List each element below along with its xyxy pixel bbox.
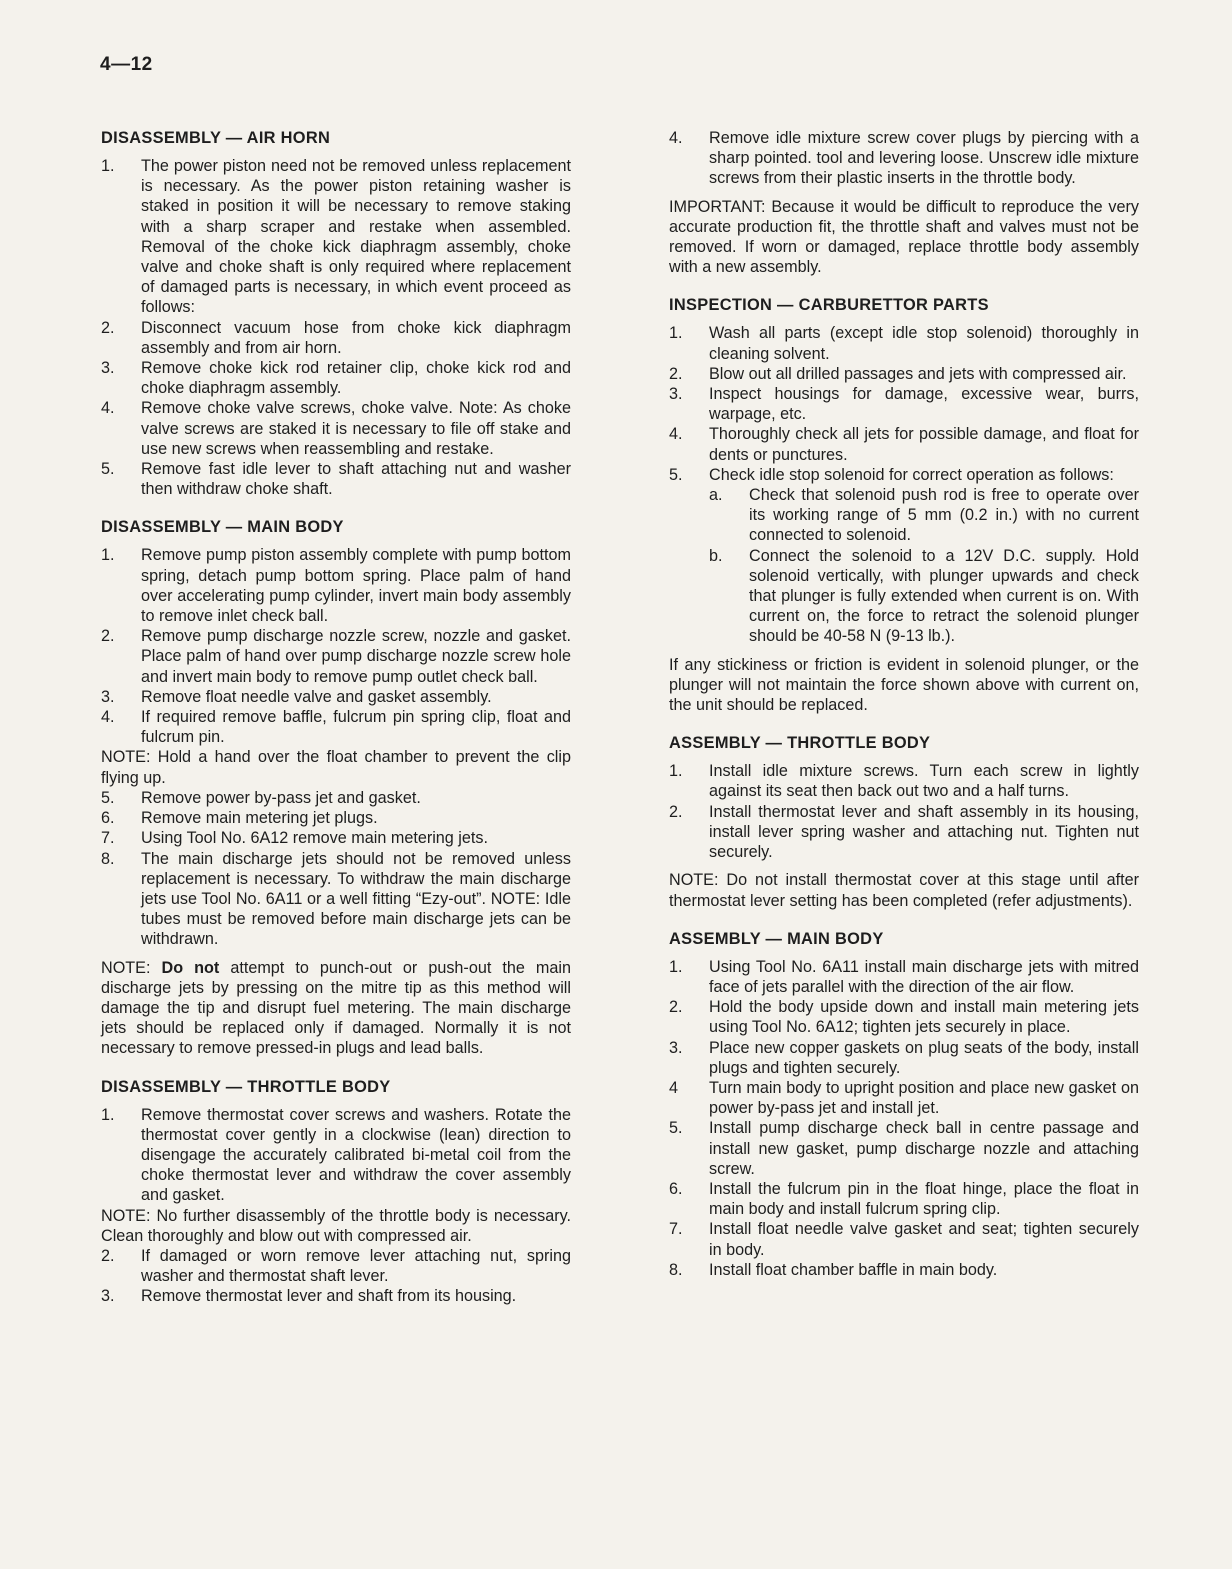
item-number: 5.	[101, 788, 115, 807]
section-assembly-throttle-body	[669, 733, 1139, 910]
list-item	[101, 626, 571, 687]
item-text: Check idle stop solenoid for correct operation as follows:	[709, 465, 1114, 484]
list-item	[669, 424, 1139, 464]
section-heading: DISASSEMBLY — MAIN BODY	[101, 518, 344, 537]
left-column	[101, 128, 571, 1325]
list-item	[669, 465, 1139, 647]
item-text: Install pump discharge check ball in centre passage and install new gasket, pump discharge nozzle and attaching screw.	[709, 1119, 1139, 1178]
item-text: Disconnect vacuum hose from choke kick diaphragm assembly and from air horn.	[141, 318, 571, 357]
list-item	[101, 1286, 571, 1306]
item-number: 1.	[101, 157, 115, 175]
note-text: NOTE: Do not install thermostat cover at this stage until after thermostat lever setting has been completed (refer adjustments).	[669, 871, 1139, 910]
step-list	[101, 156, 571, 499]
step-list	[669, 128, 1139, 189]
list-item	[101, 318, 571, 358]
item-text: Remove main metering jet plugs.	[141, 809, 378, 828]
item-text: Remove power by-pass jet and gasket.	[141, 788, 421, 807]
item-number: 5.	[669, 465, 683, 484]
section-inspection-carburettor-parts	[669, 295, 1139, 715]
item-text: Remove pump piston assembly complete with pump bottom spring, detach pump bottom spring. Place palm of hand over accelerating pump cylinder, invert main body assembly to remove inlet check ball.	[141, 546, 571, 626]
note-text: NOTE: No further disassembly of the throttle body is necessary. Clean thoroughly and blow out with compressed air.	[101, 1206, 571, 1245]
item-text: Blow out all drilled passages and jets with compressed air.	[709, 364, 1127, 383]
item-text: Using Tool No. 6A11 install main discharge jets with mitred face of jets parallel with the direction of the air flow.	[709, 957, 1139, 996]
item-text: Wash all parts (except idle stop solenoid) thoroughly in cleaning solvent.	[709, 324, 1139, 363]
section-heading: DISASSEMBLY — AIR HORN	[101, 129, 331, 147]
item-number: 1.	[101, 1105, 115, 1124]
list-item	[101, 1246, 571, 1286]
item-number: 3.	[669, 1038, 683, 1057]
sub-list-item	[709, 546, 1139, 647]
item-text: Hold the body upside down and install main metering jets using Tool No. 6A12; tighten jets securely in place.	[709, 998, 1139, 1037]
item-text: Thoroughly check all jets for possible damage, and float for dents or punctures.	[709, 425, 1139, 464]
item-number: 7.	[101, 829, 115, 848]
item-number: 4	[669, 1078, 679, 1097]
list-item	[669, 323, 1139, 363]
list-item	[669, 802, 1139, 863]
sub-item-text: Check that solenoid push rod is free to operate over its working range of 5 mm (0.2 in.) with no current connected to solenoid.	[749, 486, 1139, 545]
list-item	[669, 997, 1139, 1037]
item-text: Remove thermostat cover screws and washers. Rotate the thermostat cover gently in a clockwise (lean) direction to disengage the accurately calibrated bi-metal coil from the choke thermostat lever and withdraw the cover assembly and gasket.	[141, 1105, 571, 1205]
item-text: The main discharge jets should not be removed unless replacement is necessary. To withdraw the main discharge jets use Tool No. 6A11 or a well fitting “Ezy-out”. NOTE: Idle tubes must be removed before main discharge jets can be withdrawn.	[141, 849, 571, 949]
section-heading: DISASSEMBLY — THROTTLE BODY	[101, 1077, 391, 1096]
item-number: 1.	[669, 324, 683, 343]
sub-item-letter: b.	[709, 546, 723, 565]
list-item	[669, 1260, 1139, 1280]
list-item	[669, 128, 1139, 189]
note-do-not	[101, 958, 571, 1059]
item-text: Remove float needle valve and gasket assembly.	[141, 687, 492, 706]
section-disassembly-air-horn	[101, 128, 571, 499]
item-number: 2.	[669, 364, 683, 383]
step-list	[101, 788, 571, 950]
item-content	[709, 465, 1139, 647]
item-number: 3.	[669, 385, 683, 404]
item-text: Inspect housings for damage, excessive wear, burrs, warpage, etc.	[709, 385, 1139, 424]
note-emphasis: Do not	[161, 958, 220, 977]
item-text: Using Tool No. 6A12 remove main metering jets.	[141, 829, 488, 848]
item-text: Turn main body to upright position and place new gasket on power by-pass jet and install jet.	[709, 1078, 1139, 1118]
list-item	[669, 1038, 1139, 1078]
list-item	[669, 364, 1139, 384]
item-number: 4.	[669, 425, 683, 444]
item-number: 3.	[101, 359, 115, 378]
sub-list-item	[709, 485, 1139, 546]
item-number: 1.	[669, 762, 683, 781]
list-item	[101, 459, 571, 499]
item-number: 2.	[101, 627, 115, 646]
item-number: 4.	[669, 129, 683, 147]
item-number: 6.	[101, 809, 115, 828]
section-assembly-main-body	[669, 929, 1139, 1280]
item-number: 4.	[101, 708, 115, 727]
item-number: 5.	[669, 1119, 683, 1138]
section-continued	[669, 128, 1139, 277]
list-item	[101, 707, 571, 747]
item-number: 8.	[101, 849, 115, 868]
item-number: 2.	[669, 998, 683, 1017]
list-item	[669, 1118, 1139, 1179]
item-number: 2.	[101, 1246, 115, 1265]
step-list	[669, 957, 1139, 1280]
list-item	[101, 788, 571, 808]
item-text: Install the fulcrum pin in the float hinge, place the float in main body and install fulcrum spring clip.	[709, 1179, 1139, 1219]
item-text: If damaged or worn remove lever attaching nut, spring washer and thermostat shaft lever.	[141, 1246, 571, 1286]
list-item	[669, 384, 1139, 424]
list-item	[669, 1078, 1139, 1118]
paragraph-text: If any stickiness or friction is evident in solenoid plunger, or the plunger will not maintain the force shown above with current on, the unit should be replaced.	[669, 655, 1139, 715]
step-list	[101, 1246, 571, 1307]
item-number: 6.	[669, 1179, 683, 1198]
list-item	[101, 849, 571, 950]
section-heading: ASSEMBLY — MAIN BODY	[669, 929, 884, 948]
item-text: Place new copper gaskets on plug seats of the body, install plugs and tighten securely.	[709, 1038, 1139, 1077]
item-text: Install float chamber baffle in main body.	[709, 1260, 998, 1279]
item-text: Remove choke valve screws, choke valve. Note: As choke valve screws are staked it is necessary to file off stake and use new screws when reassembling and restake.	[141, 399, 571, 458]
list-item	[669, 1179, 1139, 1219]
note-text: NOTE: Hold a hand over the float chamber to prevent the clip flying up.	[101, 748, 571, 787]
item-text: Install thermostat lever and shaft assembly in its housing, install lever spring washer and attaching nut. Tighten nut securely.	[709, 802, 1139, 862]
list-item	[669, 1219, 1139, 1259]
list-item	[101, 545, 571, 626]
item-number: 7.	[669, 1220, 683, 1239]
item-number: 2.	[669, 802, 683, 821]
item-number: 1.	[101, 546, 115, 565]
item-number: 5.	[101, 460, 115, 479]
item-text: Remove thermostat lever and shaft from its housing.	[141, 1287, 517, 1306]
section-heading: ASSEMBLY — THROTTLE BODY	[669, 734, 931, 753]
page-number: 4—12	[100, 54, 153, 75]
section-heading: INSPECTION — CARBURETTOR PARTS	[669, 296, 989, 315]
list-item	[101, 1105, 571, 1206]
right-column	[669, 128, 1139, 1298]
item-number: 2.	[101, 318, 115, 337]
step-list	[669, 323, 1139, 646]
item-text: Remove choke kick rod retainer clip, choke kick rod and choke diaphragm assembly.	[141, 359, 571, 398]
item-text: Install idle mixture screws. Turn each screw in lightly against its seat then back out two and a half turns.	[709, 762, 1139, 801]
item-text: Remove pump discharge nozzle screw, nozzle and gasket. Place palm of hand over pump discharge nozzle screw hole and invert main body to remove pump outlet check ball.	[141, 627, 571, 686]
list-item	[669, 761, 1139, 801]
list-item	[101, 358, 571, 398]
item-text: Install float needle valve gasket and seat; tighten securely in body.	[709, 1220, 1139, 1259]
item-text: Remove idle mixture screw cover plugs by piercing with a sharp pointed. tool and levering loose. Unscrew idle mixture screws from their plastic inserts in the throttle body.	[709, 129, 1139, 188]
item-text: Remove fast idle lever to shaft attaching nut and washer then withdraw choke shaft.	[141, 460, 571, 499]
step-list	[669, 761, 1139, 862]
list-item	[669, 957, 1139, 997]
list-item	[101, 156, 571, 318]
item-number: 3.	[101, 687, 115, 706]
section-disassembly-throttle-body	[101, 1077, 571, 1307]
important-text: IMPORTANT: Because it would be difficult to reproduce the very accurate production fit, the throttle shaft and valves must not be removed. If worn or damaged, replace throttle body assembly with a new assembly.	[669, 197, 1139, 277]
note-body: attempt to punch-out or push-out the main discharge jets by pressing on the mitre tip as this method will damage the tip and disrupt fuel metering. The main discharge jets should be replaced only if damaged. Normally it is not necessary to remove pressed-in plugs and lead balls.	[101, 958, 571, 1058]
item-text: The power piston need not be removed unless replacement is necessary. As the power piston retaining washer is staked in position it will be necessary to remove staking with a sharp scraper and restake when assembled. Removal of the choke kick diaphragm assembly, choke valve and choke shaft is only required where replacement of damaged parts is necessary, in which event proceed as follows:	[141, 157, 571, 317]
item-number: 4.	[101, 399, 115, 418]
sub-item-letter: a.	[709, 486, 723, 505]
step-list	[101, 545, 571, 747]
item-number: 3.	[101, 1287, 115, 1306]
note-prefix: NOTE:	[101, 958, 162, 977]
section-disassembly-main-body	[101, 517, 571, 1058]
item-number: 1.	[669, 957, 683, 976]
list-item	[101, 828, 571, 848]
list-item	[101, 687, 571, 707]
item-number: 8.	[669, 1260, 683, 1279]
sub-item-text: Connect the solenoid to a 12V D.C. supply. Hold solenoid vertically, with plunger upwards and check that plunger is fully extended when current is on. With current on, the force to retract the solenoid plunger should be 40-58 N (9-13 lb.).	[749, 546, 1139, 646]
list-item	[101, 808, 571, 828]
list-item	[101, 398, 571, 459]
step-list	[101, 1105, 571, 1206]
item-text: If required remove baffle, fulcrum pin spring clip, float and fulcrum pin.	[141, 708, 571, 747]
sub-step-list	[709, 485, 1139, 647]
